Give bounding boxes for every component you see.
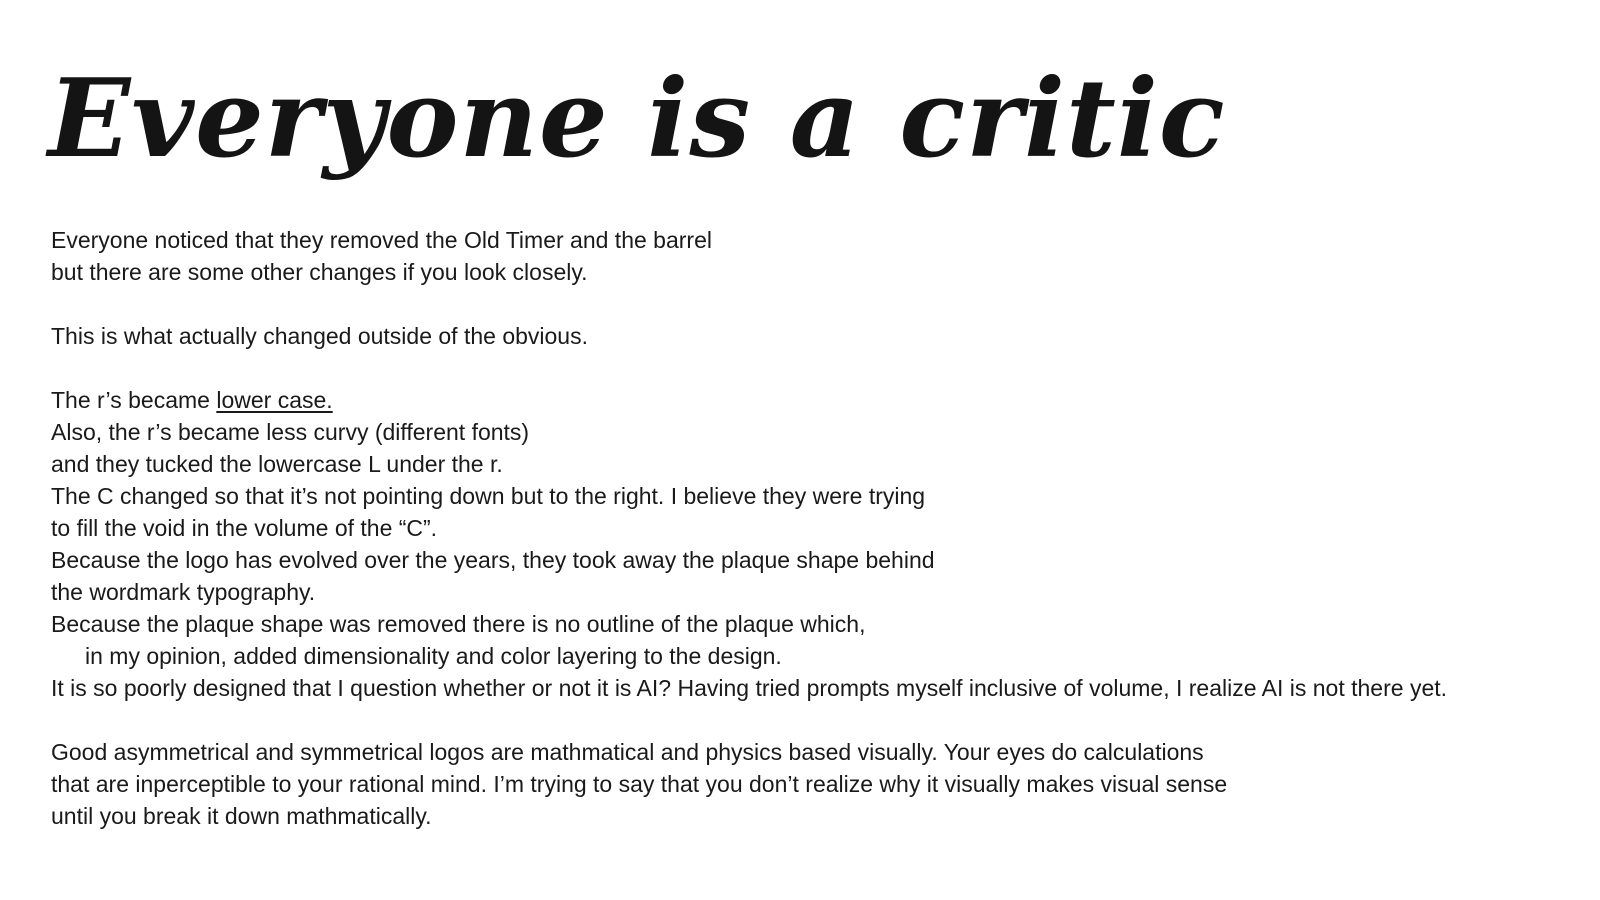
text-line: This is what actually changed outside of the obvious. xyxy=(51,323,588,349)
blank-line xyxy=(51,704,1591,736)
text-line: to fill the void in the volume of the “C”. xyxy=(51,515,438,541)
text-line: Also, the r’s became less curvy (different fonts) xyxy=(51,419,530,445)
underlined-text: lower case. xyxy=(216,387,333,413)
page-title: Everyone is a critic xyxy=(48,56,1226,182)
text-line: that are inperceptible to your rational mind. I’m trying to say that you don’t realize why it visually makes visual sense xyxy=(51,771,1228,797)
blank-line xyxy=(51,288,1591,320)
text-line: It is so poorly designed that I question whether or not it is AI? Having tried prompts myself inclusive of volume, I realize AI is not there yet. xyxy=(51,675,1448,701)
text-line: the wordmark typography. xyxy=(51,579,316,605)
text-line: and they tucked the lowercase L under the r. xyxy=(51,451,503,477)
text-fragment: The r’s became xyxy=(51,387,217,413)
text-line: Because the plaque shape was removed there is no outline of the plaque which, xyxy=(51,611,866,637)
text-line: until you break it down mathmatically. xyxy=(51,803,432,829)
text-line: The C changed so that it’s not pointing down but to the right. I believe they were trying xyxy=(51,483,926,509)
text-line: Everyone noticed that they removed the Old Timer and the barrel xyxy=(51,227,712,253)
text-line: but there are some other changes if you look closely. xyxy=(51,259,588,285)
text-line: in my opinion, added dimensionality and color layering to the design. xyxy=(85,643,782,669)
text-line-with-emphasis xyxy=(51,384,1591,416)
body-text xyxy=(51,224,1591,832)
text-line: Because the logo has evolved over the years, they took away the plaque shape behind xyxy=(51,547,935,573)
text-line: Good asymmetrical and symmetrical logos are mathmatical and physics based visually. Your eyes do calculations xyxy=(51,739,1204,765)
blank-line xyxy=(51,352,1591,384)
